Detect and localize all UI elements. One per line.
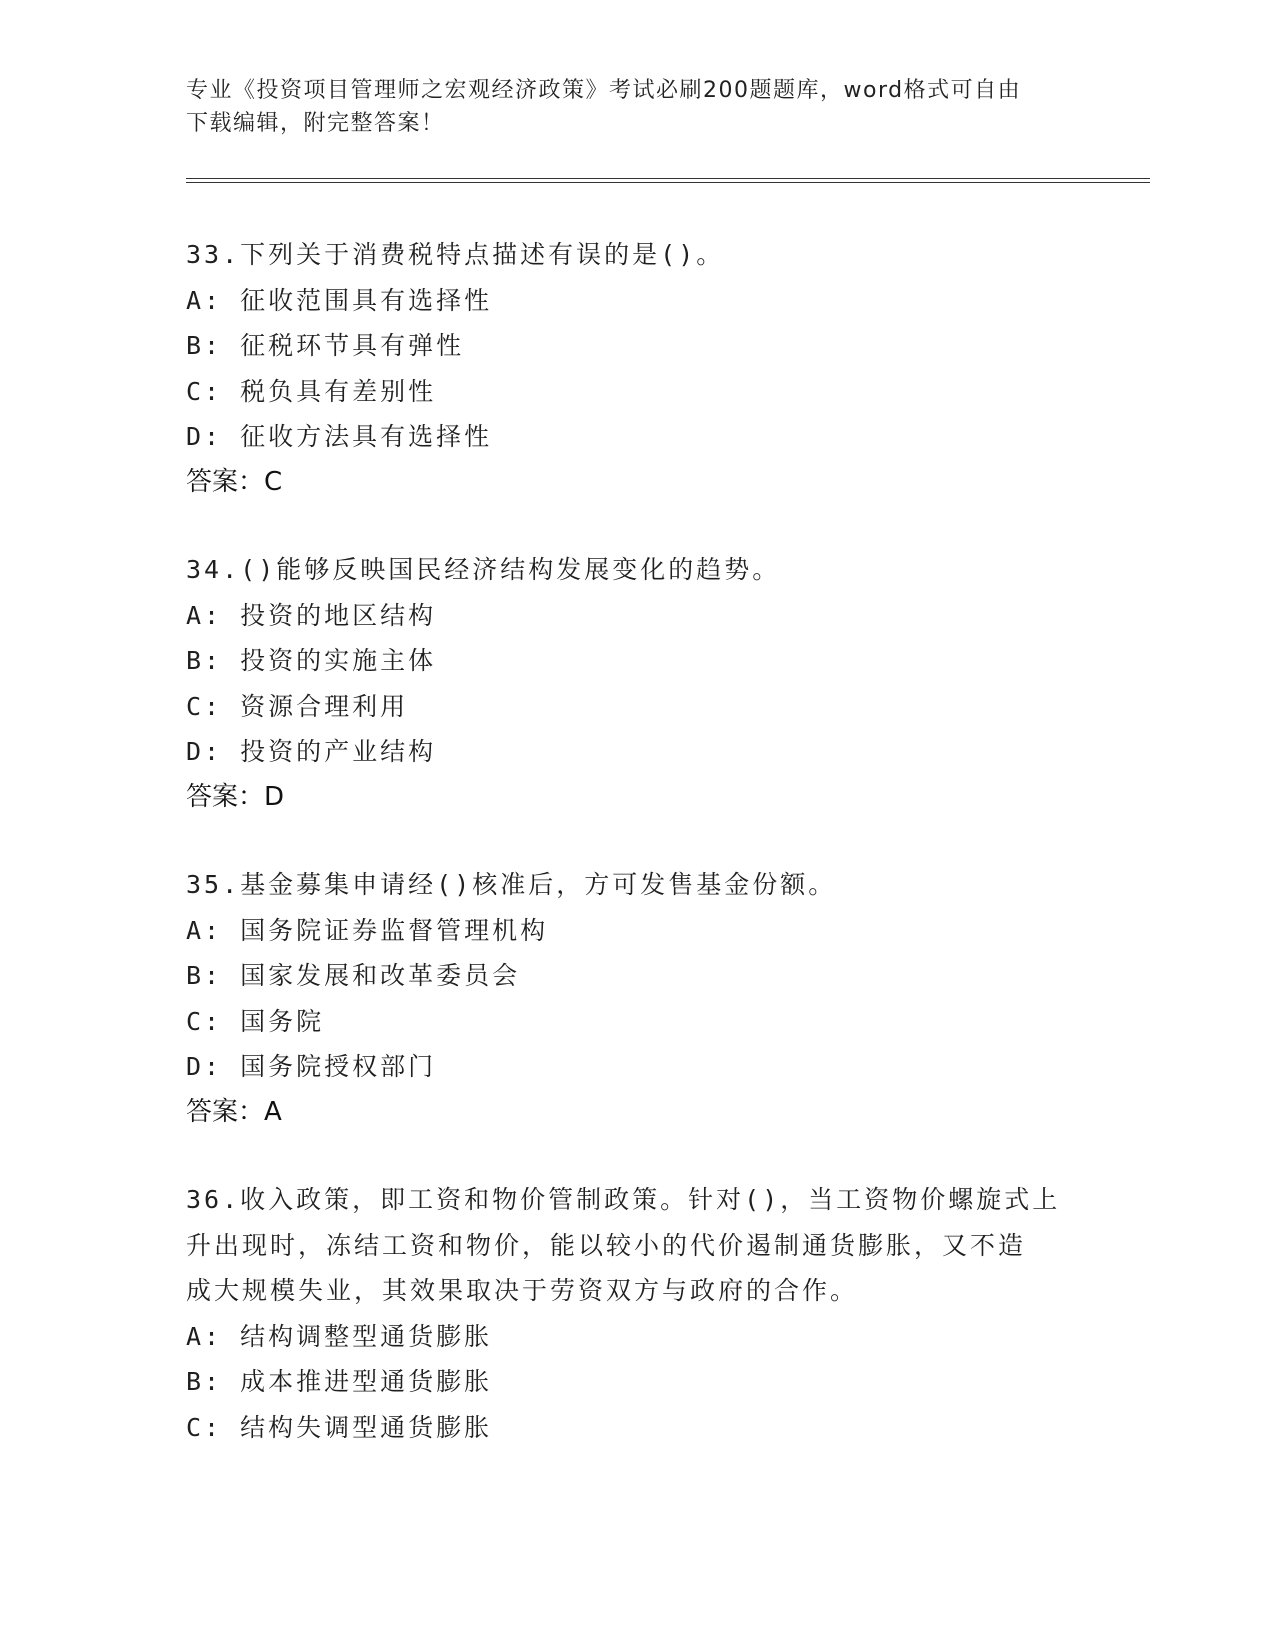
- header-line-1: 专业《投资项目管理师之宏观经济政策》考试必刷200题题库，word格式可自由: [186, 78, 1022, 103]
- question-stem: 35.基金募集申请经()核准后，方可发售基金份额。: [186, 870, 837, 899]
- header-line-2: 下载编辑，附完整答案！: [186, 111, 445, 136]
- question-stem-line-3: 成大规模失业，其效果取决于劳资双方与政府的合作。: [186, 1276, 859, 1305]
- option-d: D: 征收方法具有选择性: [186, 422, 493, 451]
- document-header: [186, 74, 1076, 140]
- question-34: [186, 547, 1086, 820]
- question-list: [186, 232, 1086, 1492]
- option-b: B: 成本推进型通货膨胀: [186, 1367, 493, 1396]
- question-36: [186, 1177, 1086, 1450]
- question-33: [186, 232, 1086, 505]
- answer: 答案：D: [186, 781, 285, 812]
- option-b: B: 征税环节具有弹性: [186, 331, 465, 360]
- header-divider-bottom: [186, 182, 1150, 183]
- option-d: D: 投资的产业结构: [186, 737, 437, 766]
- option-a: A: 结构调整型通货膨胀: [186, 1321, 493, 1351]
- option-d: D: 国务院授权部门: [186, 1052, 437, 1081]
- answer: 答案：A: [186, 1096, 282, 1127]
- answer: 答案：C: [186, 466, 283, 497]
- option-a: A: 征收范围具有选择性: [186, 285, 493, 315]
- option-c: C: 结构失调型通货膨胀: [186, 1412, 493, 1442]
- question-stem-line-1: 36.收入政策，即工资和物价管制政策。针对()，当工资物价螺旋式上: [186, 1185, 1061, 1214]
- question-stem: 34.()能够反映国民经济结构发展变化的趋势。: [186, 555, 781, 584]
- question-35: [186, 862, 1086, 1135]
- option-a: A: 国务院证券监督管理机构: [186, 915, 549, 945]
- question-stem-line-2: 升出现时，冻结工资和物价，能以较小的代价遏制通货膨胀，又不造: [186, 1230, 1027, 1260]
- option-b: B: 投资的实施主体: [186, 646, 437, 675]
- option-c: C: 税负具有差别性: [186, 376, 437, 406]
- question-stem: 33.下列关于消费税特点描述有误的是()。: [186, 240, 725, 269]
- option-c: C: 国务院: [186, 1006, 325, 1036]
- option-c: C: 资源合理利用: [186, 691, 409, 721]
- header-divider-top: [186, 178, 1150, 179]
- option-a: A: 投资的地区结构: [186, 600, 437, 630]
- option-b: B: 国家发展和改革委员会: [186, 961, 521, 990]
